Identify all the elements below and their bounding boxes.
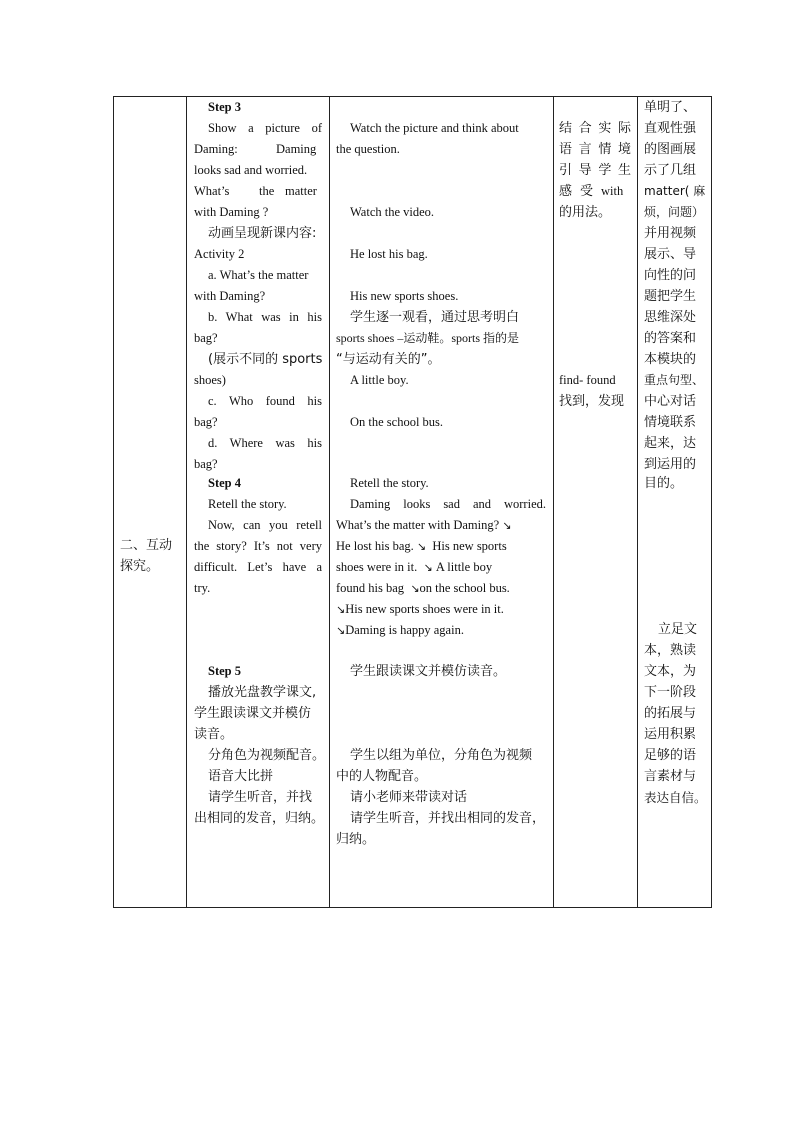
- stage-column: [114, 97, 186, 907]
- guidance-text: with: [601, 184, 624, 198]
- student-text: 中的人物配音。: [336, 769, 428, 784]
- stage-label: 二、互动: [120, 538, 173, 553]
- lesson-table: [113, 96, 712, 908]
- intent-text: 目的。: [644, 476, 684, 491]
- student-text: 学生逐一观看，通过思考明白: [350, 310, 520, 325]
- intent-text: 向性的问: [644, 268, 697, 283]
- step-4-text: Retell the story.: [208, 497, 287, 511]
- retell-text: His new sports shoes were in it.: [345, 602, 504, 616]
- intent-text: 的答案和: [644, 331, 697, 346]
- guidance-text: 感受: [559, 184, 602, 199]
- arrow-icon: ↘: [416, 540, 427, 553]
- step-3-text: Activity 2: [194, 247, 245, 261]
- step-3-question: d. Where was his: [208, 436, 322, 450]
- retell-text: What’s the matter with Daming?: [336, 518, 500, 532]
- step-4-title: Step 4: [208, 476, 241, 490]
- intent-text: 烦，问题）: [644, 205, 705, 219]
- guidance-text: 结合实际: [559, 121, 631, 136]
- intent-text: 文本，为: [644, 664, 697, 679]
- intent-text: 中心对话: [644, 394, 697, 409]
- student-text: “与运动有关的”。: [336, 352, 441, 367]
- step-3-text: with Daming ?: [194, 205, 269, 219]
- student-answer: His new sports shoes.: [350, 289, 459, 303]
- step-3-text: 动画呈现新课内容:: [208, 226, 317, 241]
- step-3-text: (展示不同的 sports: [208, 352, 323, 367]
- intent-text: 的图画展: [644, 142, 697, 157]
- step-3-question: bag?: [194, 415, 218, 429]
- step-3-text: shoes): [194, 373, 226, 387]
- intent-text: 表达自信。: [644, 790, 707, 805]
- intent-text: 情境联系: [644, 415, 697, 430]
- guidance-text: 的用法。: [559, 205, 612, 220]
- step-3-text: What’s: [194, 184, 230, 198]
- step-3-text: looks sad and worried.: [194, 163, 308, 177]
- student-answer: On the school bus.: [350, 415, 444, 429]
- student-answer: A little boy.: [350, 373, 409, 387]
- step-3-question: c. Who found his: [208, 394, 322, 408]
- retell-text: [336, 599, 504, 620]
- step-5-text: 读音。: [194, 727, 234, 742]
- retell-text: He lost his bag.: [336, 539, 414, 553]
- intent-text: 思维深处: [644, 310, 697, 325]
- retell-text: Daming looks sad and worried.: [350, 497, 546, 511]
- student-text: Retell the story.: [350, 476, 429, 490]
- step-5-text: 请学生听音，并找: [208, 790, 313, 805]
- step-3-text: Daming: [276, 142, 317, 156]
- retell-text: [336, 620, 464, 641]
- arrow-icon: ↘: [423, 561, 433, 574]
- intent-text: 并用视频: [644, 226, 697, 241]
- arrow-icon: ↘: [502, 519, 512, 532]
- student-text: the question.: [336, 142, 400, 156]
- step-3-question: a. What’s the matter: [208, 268, 309, 282]
- student-text: 请学生听音，并找出相同的发音，: [350, 811, 546, 826]
- arrow-icon: ↘: [336, 624, 346, 637]
- step-5-text: 学生跟读课文并模仿: [194, 706, 312, 721]
- teacher-activity-column: [187, 97, 329, 907]
- design-intent-column: [638, 97, 713, 907]
- step-3-text: matter: [285, 184, 317, 198]
- student-activity-column: [330, 97, 553, 907]
- student-text: 请小老师来带读对话: [350, 790, 468, 805]
- guidance-text: 找到，发现: [559, 394, 625, 409]
- step-5-text: 分角色为视频配音。: [208, 748, 326, 763]
- guidance-text: 引导学生: [559, 163, 631, 178]
- intent-text: 题把学生: [644, 289, 697, 304]
- retell-text: on the school bus.: [419, 581, 510, 595]
- intent-text: 立足文: [658, 622, 698, 637]
- intent-text: 足够的语: [644, 748, 697, 763]
- retell-text: shoes were in it.: [336, 560, 418, 574]
- arrow-icon: ↘: [336, 603, 346, 616]
- retell-text: [336, 557, 492, 578]
- step-3-question: bag?: [194, 331, 218, 345]
- retell-text: Daming is happy again.: [345, 623, 464, 637]
- step-5-text: 出相同的发音，归纳。: [194, 811, 325, 826]
- intent-text: 下一阶段: [644, 685, 697, 700]
- intent-text: 起来，达: [644, 436, 697, 451]
- arrow-icon: ↘: [410, 582, 420, 595]
- step-3-question: b. What was in his: [208, 310, 322, 324]
- student-text: 学生跟读课文并模仿读音。: [350, 664, 507, 679]
- student-text: 学生以组为单位，分角色为视频: [350, 748, 533, 763]
- intent-text: 言素材与: [644, 769, 697, 784]
- intent-text: 运用积累: [644, 727, 697, 742]
- student-text: Watch the video.: [350, 205, 435, 219]
- intent-text: 的拓展与: [644, 706, 697, 721]
- step-5-text: 语音大比拼: [208, 769, 274, 784]
- retell-text: found his bag: [336, 581, 405, 595]
- retell-text: [336, 536, 507, 557]
- intent-text: 直观性强: [644, 121, 697, 136]
- intent-text: 示了几组: [644, 163, 697, 178]
- intent-text: 重点句型、: [644, 373, 705, 387]
- stage-label: 探究。: [120, 559, 160, 574]
- intent-text: matter( 麻: [644, 184, 706, 198]
- intent-text: 本，熟读: [644, 643, 697, 658]
- step-3-question: bag?: [194, 457, 218, 471]
- step-5-title: Step 5: [208, 664, 241, 678]
- step-4-text: Now, can you retell: [208, 518, 322, 532]
- retell-text: His new sports: [432, 539, 507, 553]
- guidance-text: find- found: [559, 373, 616, 387]
- step-3-text: Show a picture of: [208, 121, 322, 135]
- intent-text: 单明了、: [644, 100, 697, 115]
- guidance-text: 语言情境: [559, 142, 631, 157]
- guidance-column: [554, 97, 637, 907]
- student-answer: He lost his bag.: [350, 247, 428, 261]
- intent-text: 到运用的: [644, 457, 697, 472]
- step-3-question: with Daming?: [194, 289, 266, 303]
- step-3-title: Step 3: [208, 100, 241, 114]
- step-4-text: difficult. Let’s have a: [194, 560, 322, 574]
- step-5-text: 播放光盘教学课文,: [208, 685, 317, 700]
- student-text: sports shoes –运动鞋。sports 指的是: [336, 331, 520, 345]
- step-4-text: the story? It’s not very: [194, 539, 322, 553]
- guidance-text: [559, 181, 623, 202]
- retell-text: A little boy: [435, 560, 493, 574]
- student-text: 归纳。: [336, 832, 376, 847]
- intent-text: 展示、导: [644, 247, 697, 262]
- student-text: Watch the picture and think about: [350, 121, 519, 135]
- step-3-text: Daming:: [194, 142, 238, 156]
- retell-text: [336, 578, 510, 599]
- intent-text: 本模块的: [644, 352, 697, 367]
- retell-text: [336, 515, 512, 536]
- step-3-text: the: [259, 184, 275, 198]
- step-4-text: try.: [194, 581, 211, 595]
